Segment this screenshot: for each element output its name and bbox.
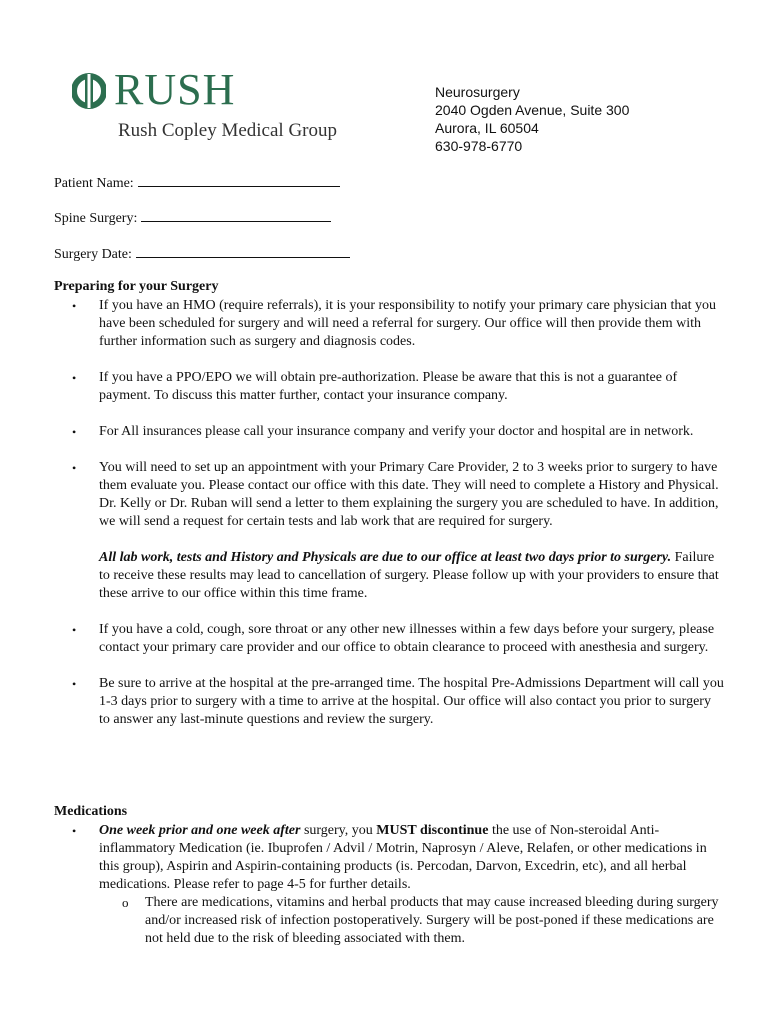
logo-wordmark: RUSH (114, 65, 236, 114)
list-item: • One week prior and one week after surgery, you MUST discontinue the use of Non-steroidal Anti-inflammatory Medication (ie. Ibuprofen / Advil / Motrin, Naprosyn / Aleve, Relafen, or other medications in this group), Aspirin and Aspirin-containing products (is. Percodan, Darvon, Excedrin, etc), and all herbal medications. Please refer to page 4-5 for further details. (72, 823, 707, 892)
medications-list (54, 822, 724, 948)
bullet-icon: • (72, 677, 77, 691)
phone: 630-978-6770 (435, 138, 523, 154)
lab-work-emphasis: All lab work, tests and History and Physicals are due to our office at least two days prior to surgery. (99, 550, 672, 565)
circle-bullet-icon: o (122, 895, 129, 910)
lab-work-note (54, 549, 724, 603)
list-item: • If you have a PPO/EPO we will obtain pre-authorization. Please be aware that this is not a guarantee of payment. To discuss this matter further, contact your insurance company. (72, 370, 678, 403)
rush-logo (70, 65, 370, 148)
patient-name-field (54, 172, 340, 192)
office-address (435, 83, 629, 155)
list-item: • If you have a cold, cough, sore throat or any other new illnesses within a few days before your surgery, please contact your primary care provider and our office to obtain clearance to proceed with anesthesia and surgery. (72, 622, 715, 655)
sub-list-item: o There are medications, vitamins and herbal products that may cause increased bleeding during surgery and/or increased risk of infection postoperatively. Surgery will be post-poned if these medications are not held due to the risk of bleeding associated with them. (122, 895, 719, 946)
surgery-date-label: Surgery Date: (54, 247, 132, 262)
bullet-icon: • (72, 623, 77, 637)
list-item: • You will need to set up an appointment with your Primary Care Provider, 2 to 3 weeks prior to surgery to have them evaluate you. Please contact our office with this date. They will need to complete a History and Physical. Dr. Kelly or Dr. Ruban will send a letter to them explaining the surgery you are scheduled to have. In addition, we will send a request for certain tests and lab work that are required for surgery. (72, 460, 719, 529)
spine-surgery-field (54, 207, 331, 227)
list-item: • For All insurances please call your insurance company and verify your doctor and hospital are in network. (72, 424, 694, 439)
bullet-icon: • (72, 824, 77, 838)
patient-name-blank[interactable] (138, 172, 340, 187)
medication-emphasis: One week prior and one week after (99, 823, 301, 838)
medications-heading: Medications (54, 804, 128, 819)
department: Neurosurgery (435, 84, 520, 100)
bullet-icon: • (72, 461, 77, 475)
spine-surgery-blank[interactable] (141, 207, 331, 222)
preparing-heading: Preparing for your Surgery (54, 279, 219, 294)
bullet-icon: • (72, 371, 77, 385)
list-item: • Be sure to arrive at the hospital at the pre-arranged time. The hospital Pre-Admissions Department will call you 1-3 days prior to surgery with a time to arrive at the hospital. Our office will also contact you prior to surgery to answer any last-minute questions and review the surgery. (72, 676, 724, 727)
surgery-date-field (54, 243, 350, 263)
must-discontinue: MUST discontinue (376, 823, 489, 838)
bullet-icon: • (72, 425, 77, 439)
city: Aurora, IL 60504 (435, 120, 539, 136)
list-item: • If you have an HMO (require referrals), it is your responsibility to notify your primary care physician that you have been scheduled for surgery and will need a referral for surgery. Our office will then provide them with further information such as surgery and diagnosis codes. (72, 298, 716, 349)
logo-subtitle: Rush Copley Medical Group (118, 120, 338, 141)
preparing-list (54, 297, 724, 729)
spine-surgery-label: Spine Surgery: (54, 211, 138, 226)
bullet-icon: • (72, 299, 77, 313)
patient-name-label: Patient Name: (54, 176, 134, 191)
surgery-date-blank[interactable] (136, 243, 350, 258)
rush-logo-icon (72, 72, 106, 110)
lab-work-rest: Failure to receive these results may lead to cancellation of surgery. Please follow up with your providers to ensure that these arrive to our office within this time frame. (99, 550, 719, 601)
street: 2040 Ogden Avenue, Suite 300 (435, 102, 630, 118)
